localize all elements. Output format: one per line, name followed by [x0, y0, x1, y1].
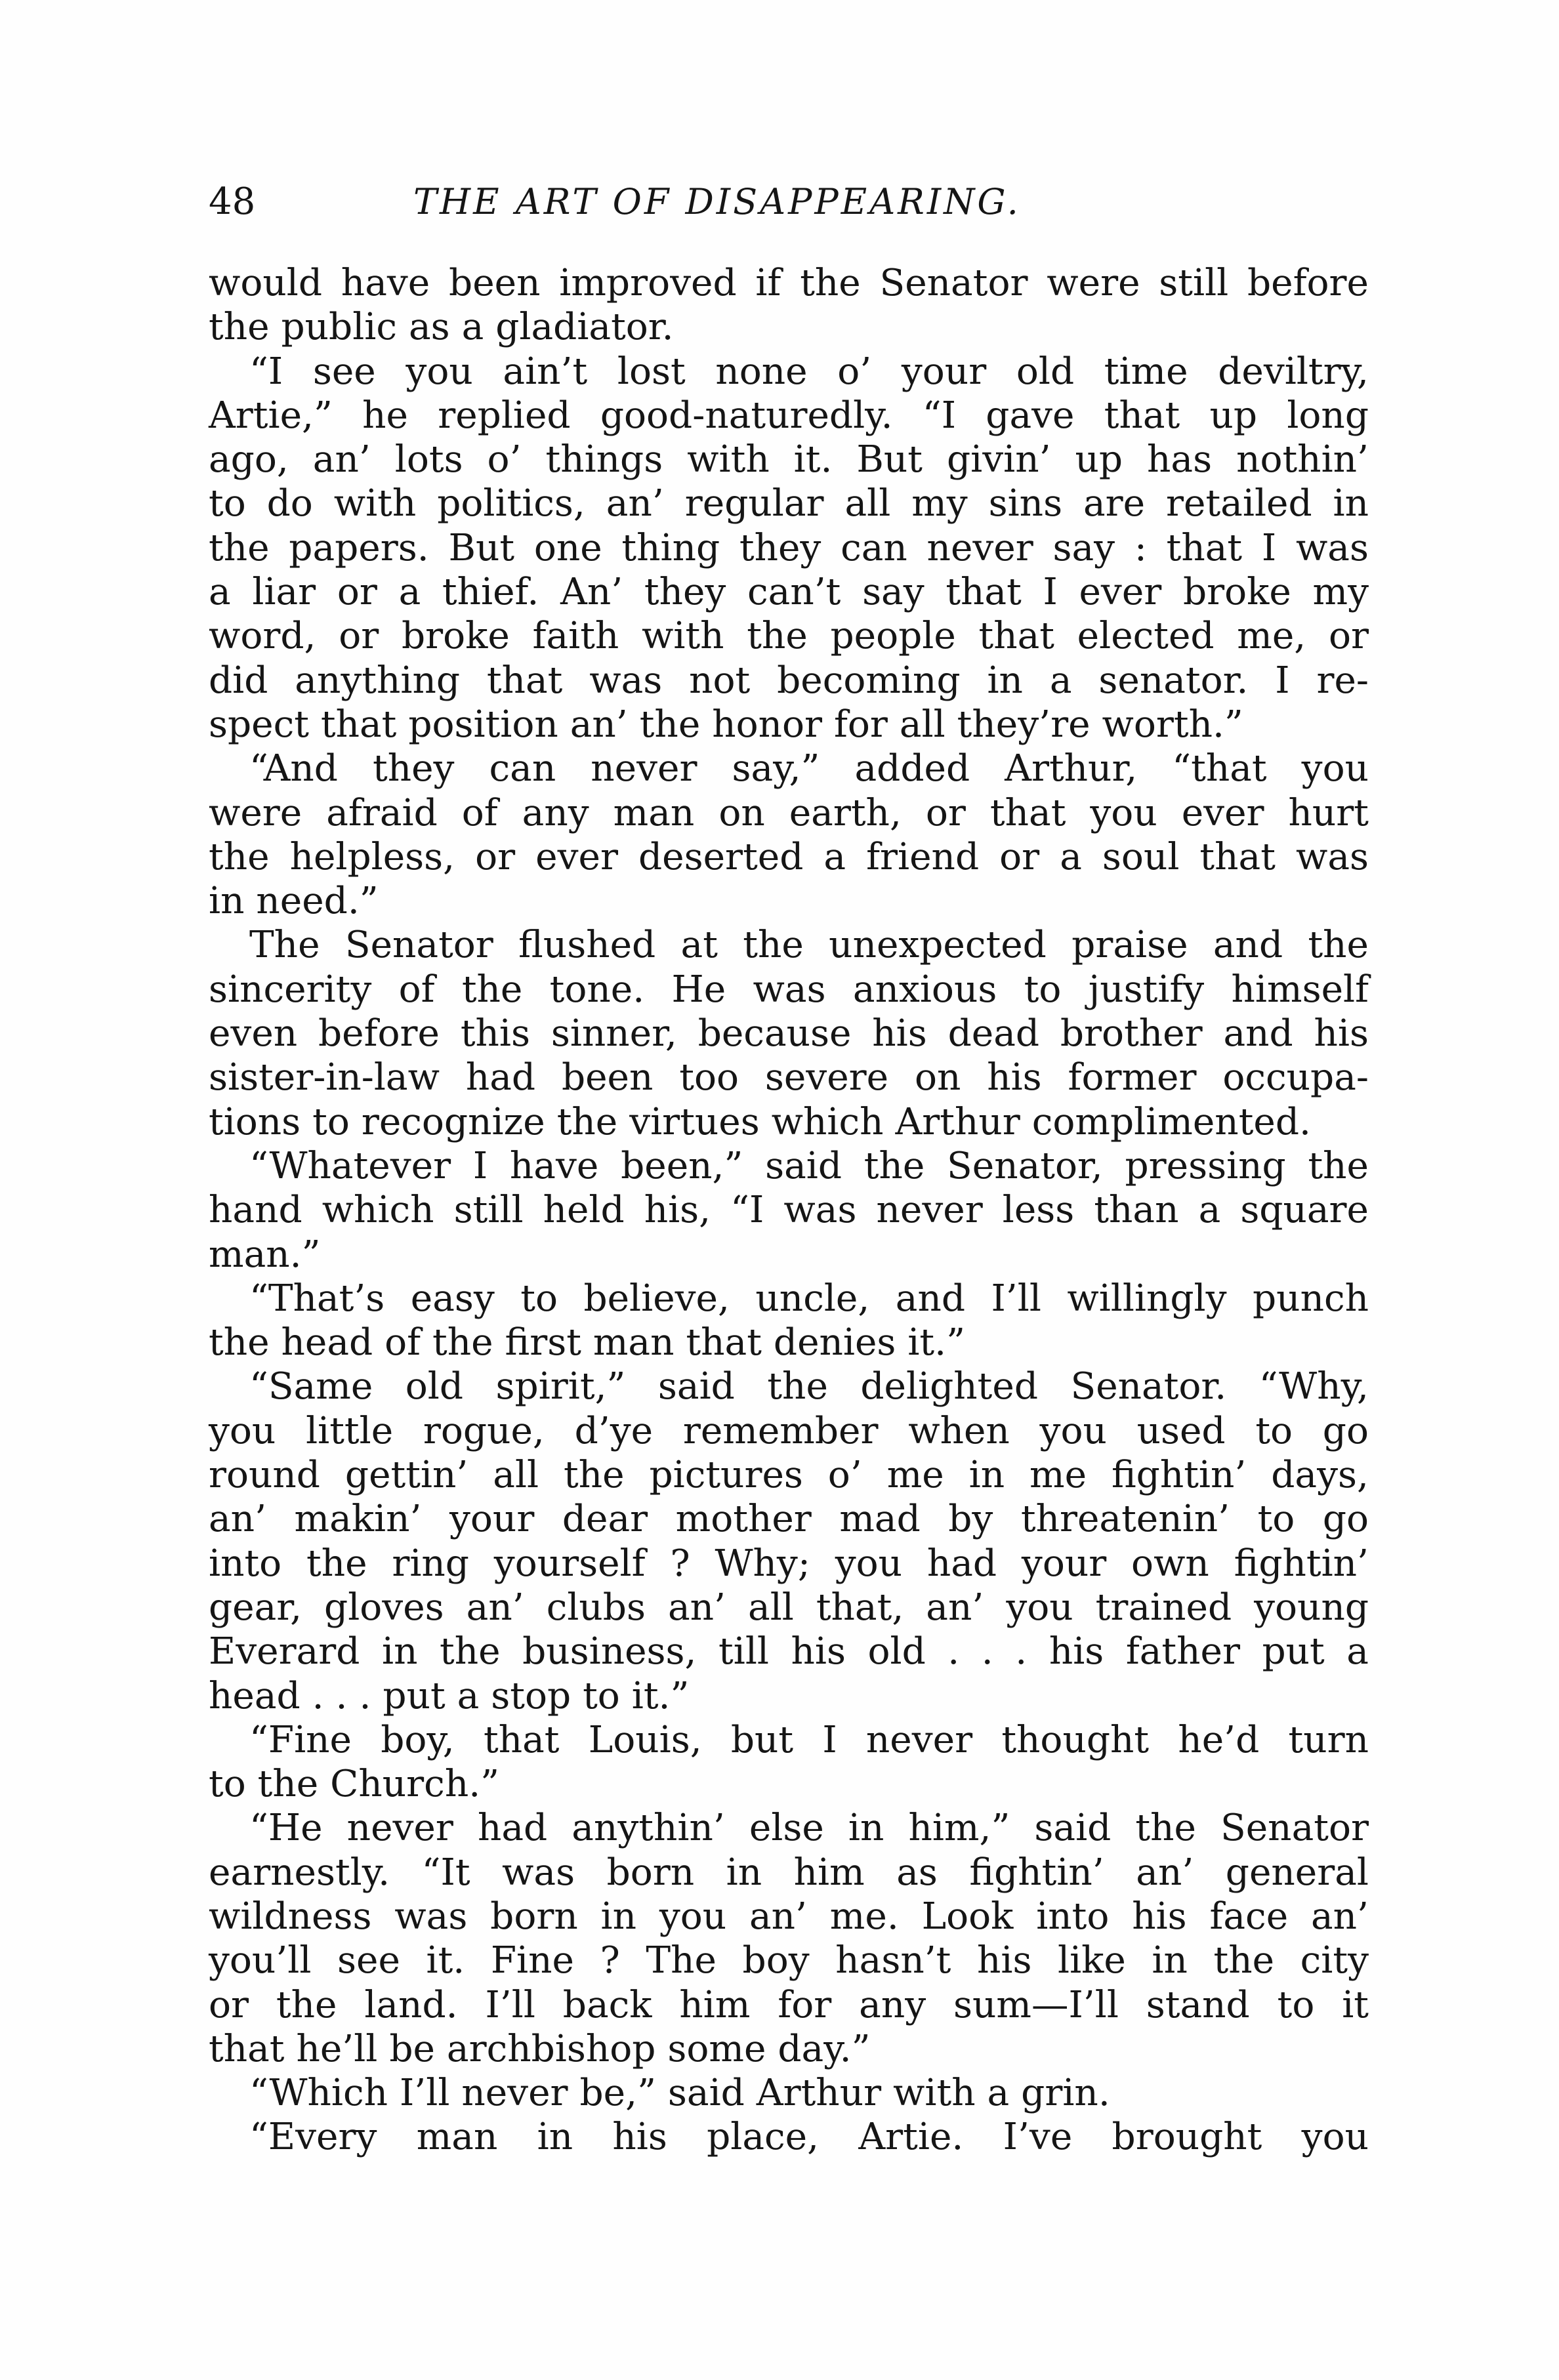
text-line: “And they can never say,” added Arthur, “that you	[249, 747, 1369, 790]
text-line: into the ring yourself ? Why; you had your own fightin’	[209, 1542, 1369, 1585]
text-line: man.”	[209, 1233, 321, 1276]
text-line: even before this sinner, because his dead brother and his	[209, 1012, 1369, 1056]
text-line: an’ makin’ your dear mother mad by threatenin’ to go	[209, 1498, 1369, 1541]
text-line: would have been improved if the Senator were still before	[209, 262, 1369, 304]
text-line: wildness was born in you an’ me. Look into his face an’	[209, 1895, 1369, 1938]
text-line: “Whatever I have been,” said the Senator, pressing the	[249, 1144, 1369, 1187]
text-line: the papers. But one thing they can never say : that I was	[209, 526, 1369, 569]
running-title: THE ART OF DISAPPEARING.	[413, 181, 1021, 222]
text-line: “Fine boy, that Louis, but I never thought he’d turn	[249, 1718, 1369, 1761]
text-line: the public as a gladiator.	[209, 306, 674, 349]
text-line: spect that position an’ the honor for all they’re worth.”	[209, 703, 1243, 746]
text-line: the helpless, or ever deserted a friend or a soul that was	[209, 835, 1369, 878]
text-line: a liar or a thief. An’ they can’t say that I ever broke my	[209, 571, 1369, 614]
text-line: Artie,” he replied good-naturedly. “I gave that up long	[209, 394, 1369, 437]
text-line: tions to recognize the virtues which Arthur complimented.	[209, 1100, 1311, 1143]
text-line: “I see you ain’t lost none o’ your old time deviltry,	[249, 350, 1369, 393]
text-line: The Senator flushed at the unexpected praise and the	[249, 924, 1369, 967]
text-line: or the land. I’ll back him for any sum—I’ll stand to it	[209, 1983, 1369, 2026]
text-line: in need.”	[209, 880, 379, 923]
text-line: “He never had anythin’ else in him,” said the Senator	[249, 1807, 1369, 1850]
text-line: “Which I’ll never be,” said Arthur with a grin.	[249, 2072, 1110, 2115]
text-line: you little rogue, d’ye remember when you used to go	[209, 1409, 1369, 1452]
text-line: Everard in the business, till his old . . . his father put a	[209, 1630, 1369, 1673]
text-line: did anything that was not becoming in a senator. I re-	[209, 659, 1369, 702]
text-line: that he’ll be archbishop some day.”	[209, 2027, 871, 2070]
text-line: sincerity of the tone. He was anxious to justify himself	[209, 968, 1369, 1011]
text-line: were afraid of any man on earth, or that you ever hurt	[209, 791, 1369, 834]
running-head	[209, 176, 1369, 228]
text-line: to the Church.”	[209, 1763, 500, 1806]
text-line: hand which still held his, “I was never less than a square	[209, 1189, 1369, 1232]
text-line: head . . . put a stop to it.”	[209, 1674, 690, 1717]
page-number: 48	[209, 180, 256, 223]
text-line: “That’s easy to believe, uncle, and I’ll willingly punch	[249, 1277, 1369, 1320]
text-line: you’ll see it. Fine ? The boy hasn’t his like in the city	[209, 1939, 1369, 1982]
body-text	[209, 261, 1369, 2160]
text-line: “Every man in his place, Artie. I’ve brought you	[249, 2116, 1369, 2159]
text-line: word, or broke faith with the people that elected me, or	[209, 615, 1369, 658]
text-line: the head of the first man that denies it.”	[209, 1321, 965, 1364]
text-line: “Same old spirit,” said the delighted Senator. “Why,	[249, 1365, 1369, 1408]
text-line: gear, gloves an’ clubs an’ all that, an’ you trained young	[209, 1586, 1369, 1629]
text-line: sister-in-law had been too severe on his former occupa-	[209, 1056, 1369, 1099]
text-line: round gettin’ all the pictures o’ me in me fightin’ days,	[209, 1454, 1369, 1497]
text-line: to do with politics, an’ regular all my sins are retailed in	[209, 482, 1369, 525]
text-line: earnestly. “It was born in him as fightin’ an’ general	[209, 1851, 1369, 1894]
text-line: ago, an’ lots o’ things with it. But givin’ up has nothin’	[209, 438, 1369, 482]
